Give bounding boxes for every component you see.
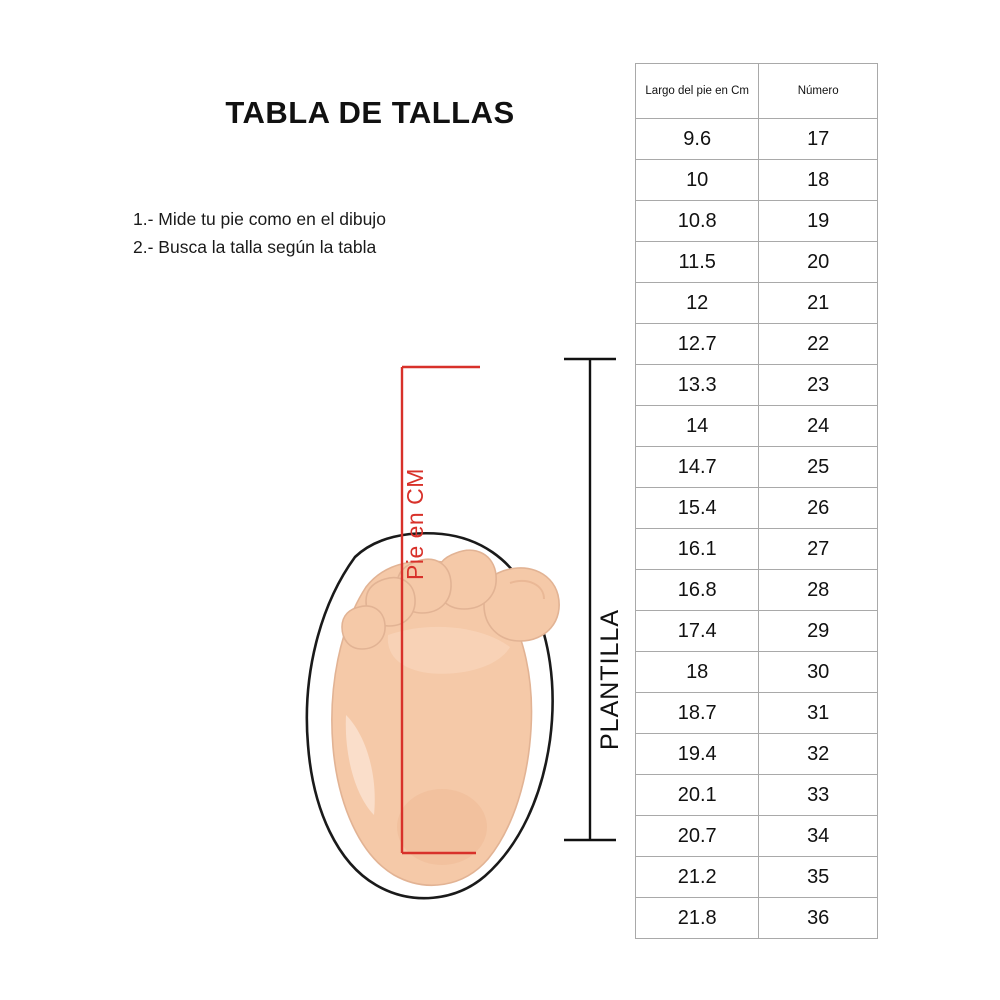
table-body [636, 119, 878, 939]
cell-num: 30 [759, 652, 878, 693]
cell-cm: 19.4 [636, 734, 759, 775]
cell-cm: 16.8 [636, 570, 759, 611]
instruction-line-1: 1.- Mide tu pie como en el dibujo [133, 209, 386, 229]
table-row [636, 734, 878, 775]
foot-diagram [180, 335, 630, 915]
cell-cm: 10 [636, 160, 759, 201]
cell-cm: 14.7 [636, 447, 759, 488]
cell-cm: 10.8 [636, 201, 759, 242]
toe-little [342, 606, 385, 649]
cell-num: 19 [759, 201, 878, 242]
cell-num: 32 [759, 734, 878, 775]
table-row [636, 447, 878, 488]
cell-num: 31 [759, 693, 878, 734]
left-panel [120, 60, 630, 940]
table-row [636, 693, 878, 734]
measure-label: Pie en CM [402, 468, 428, 580]
cell-num: 27 [759, 529, 878, 570]
cell-num: 36 [759, 898, 878, 939]
cell-num: 34 [759, 816, 878, 857]
table-row [636, 406, 878, 447]
cell-num: 21 [759, 283, 878, 324]
foot-illustration [180, 335, 630, 915]
cell-num: 33 [759, 775, 878, 816]
table-row [636, 611, 878, 652]
size-table [635, 63, 878, 939]
cell-cm: 18.7 [636, 693, 759, 734]
cell-num: 18 [759, 160, 878, 201]
table-row [636, 365, 878, 406]
table-row [636, 324, 878, 365]
instructions-list [133, 205, 386, 261]
cell-cm: 17.4 [636, 611, 759, 652]
table-row [636, 857, 878, 898]
cell-num: 23 [759, 365, 878, 406]
cell-num: 24 [759, 406, 878, 447]
table-row [636, 775, 878, 816]
cell-cm: 21.2 [636, 857, 759, 898]
cell-num: 35 [759, 857, 878, 898]
cell-cm: 18 [636, 652, 759, 693]
table-row [636, 119, 878, 160]
instruction-line-2: 2.- Busca la talla según la tabla [133, 237, 377, 257]
cell-num: 29 [759, 611, 878, 652]
table-row [636, 816, 878, 857]
table-row [636, 160, 878, 201]
table-row [636, 570, 878, 611]
cell-num: 26 [759, 488, 878, 529]
cell-cm: 13.3 [636, 365, 759, 406]
cell-cm: 9.6 [636, 119, 759, 160]
insole-label: PLANTILLA [596, 608, 624, 750]
column-header-num: Número [759, 64, 878, 119]
cell-cm: 20.1 [636, 775, 759, 816]
cell-cm: 15.4 [636, 488, 759, 529]
cell-num: 17 [759, 119, 878, 160]
cell-num: 22 [759, 324, 878, 365]
cell-cm: 12.7 [636, 324, 759, 365]
cell-num: 25 [759, 447, 878, 488]
table-row [636, 529, 878, 570]
table-header-row [636, 64, 878, 119]
cell-num: 28 [759, 570, 878, 611]
cell-cm: 20.7 [636, 816, 759, 857]
table-row [636, 488, 878, 529]
cell-cm: 16.1 [636, 529, 759, 570]
table-row [636, 283, 878, 324]
table-row [636, 898, 878, 939]
page-title: TABLA DE TALLAS [225, 95, 515, 130]
column-header-cm: Largo del pie en Cm [636, 64, 759, 119]
cell-cm: 11.5 [636, 242, 759, 283]
table-row [636, 652, 878, 693]
cell-num: 20 [759, 242, 878, 283]
cell-cm: 21.8 [636, 898, 759, 939]
table-row [636, 242, 878, 283]
table-row [636, 201, 878, 242]
cell-cm: 12 [636, 283, 759, 324]
cell-cm: 14 [636, 406, 759, 447]
